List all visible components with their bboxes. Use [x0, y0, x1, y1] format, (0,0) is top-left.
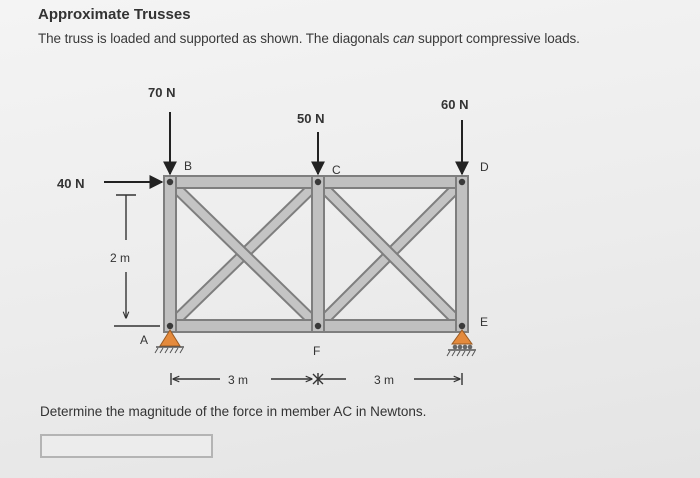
truss-members	[164, 176, 468, 332]
load-label-50: 50 N	[297, 111, 325, 126]
roller-support-E	[447, 330, 476, 356]
joint-label-E: E	[480, 315, 489, 329]
joint-B	[167, 179, 173, 185]
joint-F	[315, 323, 321, 329]
span-left-label: 3 m	[228, 373, 249, 387]
joint-D	[459, 179, 465, 185]
member-CF	[312, 176, 324, 332]
question-text: Determine the magnitude of the force in member AC in Newtons.	[40, 404, 427, 419]
joint-label-D: D	[480, 160, 489, 174]
statement-end: support compressive loads.	[414, 31, 580, 46]
span-right-label: 3 m	[374, 373, 395, 387]
span-dimension	[171, 373, 462, 385]
joint-label-A: A	[140, 333, 149, 347]
load-label-70: 70 N	[148, 85, 176, 100]
joint-C	[315, 179, 321, 185]
joint-label-C: C	[332, 163, 341, 177]
statement-start: The truss is loaded and supported as shown. The diagonals	[38, 31, 393, 46]
page-title: Approximate Trusses	[38, 6, 191, 23]
joint-label-B: B	[184, 159, 193, 173]
member-AB	[164, 176, 176, 332]
height-dimension-label: 2 m	[110, 251, 131, 265]
load-arrows	[104, 112, 462, 182]
member-DE	[456, 176, 468, 332]
load-label-60: 60 N	[441, 97, 469, 112]
joint-A	[167, 323, 173, 329]
statement-emphasis: can	[392, 31, 415, 46]
load-label-40: 40 N	[57, 176, 85, 191]
joint-label-F: F	[313, 344, 321, 358]
joint-E	[459, 323, 465, 329]
pin-support-A	[155, 330, 184, 353]
answer-input[interactable]	[40, 434, 213, 458]
